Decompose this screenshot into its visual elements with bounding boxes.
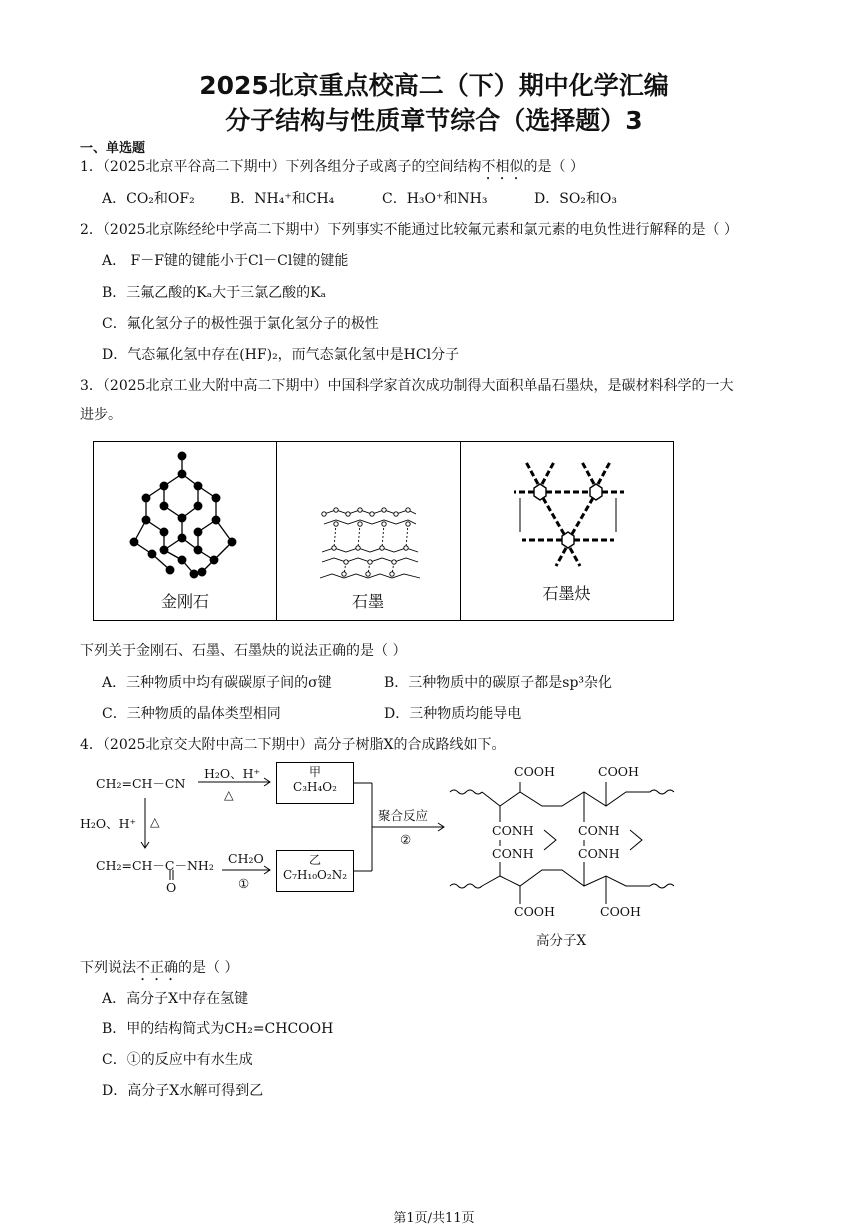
acrylamide-formula: CH₂=CH－C－NH₂: [96, 858, 214, 873]
q4-sub-stem: 下列说法不正确的是（ ）: [80, 960, 239, 976]
q3-option-c: C．三种物质的晶体类型相同: [102, 706, 281, 722]
q3-sub-stem: 下列关于金刚石、石墨、石墨炔的说法正确的是（ ）: [80, 643, 407, 659]
step-2-label: ②: [400, 832, 412, 847]
condition-formaldehyde: CH₂O: [228, 851, 264, 866]
page-title-line1: 2025北京重点校高二（下）期中化学汇编: [199, 71, 669, 100]
polymer-cooh-1: COOH: [514, 764, 555, 779]
q2-option-a: A． F－F键的键能小于Cl－Cl键的键能: [102, 253, 349, 269]
polymerization-label: 聚合反应: [378, 808, 429, 823]
page-footer: 第1页/共11页: [393, 1211, 475, 1226]
q4-option-b: B．甲的结构简式为CH₂=CHCOOH: [102, 1021, 334, 1037]
condition-hydrolysis-left: H₂O、H⁺: [80, 816, 137, 831]
yi-name: 乙: [308, 853, 321, 867]
q2-stem: 2．（2025北京陈经纶中学高二下期中）下列事实不能通过比较氟元素和氯元素的电负性进行解释的是（ ）: [80, 222, 738, 238]
q1-stem: 1．（2025北京平谷高二下期中）下列各组分子或离子的空间结构不相似的是（ ）: [80, 159, 584, 175]
polymer-cooh-3: COOH: [514, 904, 555, 919]
q4-stem: 4．（2025北京交大附中高二下期中）高分子树脂X的合成路线如下。: [80, 737, 506, 753]
q3-option-a: A．三种物质中均有碳碳原子间的σ键: [102, 675, 332, 691]
condition-hydrolysis-top: H₂O、H⁺: [204, 766, 261, 781]
jia-name: 甲: [308, 765, 321, 779]
polymer-conh-3: CONH: [492, 846, 534, 861]
page-title-line2: 分子结构与性质章节综合（选择题）3: [225, 106, 643, 135]
q4-option-d: D．高分子X水解可得到乙: [102, 1083, 264, 1099]
condition-heat-left: △: [150, 814, 160, 829]
q2-option-b: B．三氟乙酸的Kₐ大于三氯乙酸的Kₐ: [102, 285, 327, 301]
condition-heat-top: △: [224, 787, 234, 802]
q4-option-a: A．高分子X中存在氢键: [102, 991, 249, 1007]
carbonyl-oxygen: O: [166, 880, 177, 895]
q3-option-d: D．三种物质均能导电: [384, 706, 522, 722]
q3-stem-line1: 3．（2025北京工业大附中高二下期中）中国科学家首次成功制得大面积单晶石墨炔，是碳材料科学的一大: [80, 378, 734, 394]
q1-option-a: A．CO₂和OF₂: [102, 191, 195, 207]
q1-option-b: B．NH₄⁺和CH₄: [230, 191, 335, 207]
yi-formula: C₇H₁₀O₂N₂: [282, 868, 348, 882]
polymer-conh-1: CONH: [492, 823, 534, 838]
polymer-cooh-4: COOH: [600, 904, 641, 919]
q3-option-b: B．三种物质中的碳原子都是sp³杂化: [384, 675, 613, 691]
q2-option-c: C．氟化氢分子的极性强于氯化氢分子的极性: [102, 316, 379, 332]
graphite-caption: 石墨: [351, 592, 384, 611]
polymer-cooh-2: COOH: [598, 764, 639, 779]
jia-formula: C₃H₄O₂: [293, 780, 337, 794]
diamond-caption: 金刚石: [160, 592, 209, 611]
q1-option-c: C．H₃O⁺和NH₃: [382, 191, 488, 207]
q2-option-d: D．气态氟化氢中存在(HF)₂，而气态氯化氢中是HCl分子: [102, 347, 460, 363]
q4-option-c: C．①的反应中有水生成: [102, 1052, 253, 1068]
polymer-x-label: 高分子X: [536, 933, 587, 949]
q3-stem-line2: 进步。: [80, 407, 122, 423]
step-1-label: ①: [238, 876, 250, 891]
polymer-conh-2: CONH: [578, 823, 620, 838]
section-heading: 一、单选题: [80, 141, 146, 156]
acrylonitrile-formula: CH₂=CH－CN: [96, 776, 186, 791]
graphdiyne-caption: 石墨炔: [542, 584, 591, 603]
q1-option-d: D．SO₂和O₃: [534, 191, 617, 207]
polymer-conh-4: CONH: [578, 846, 620, 861]
